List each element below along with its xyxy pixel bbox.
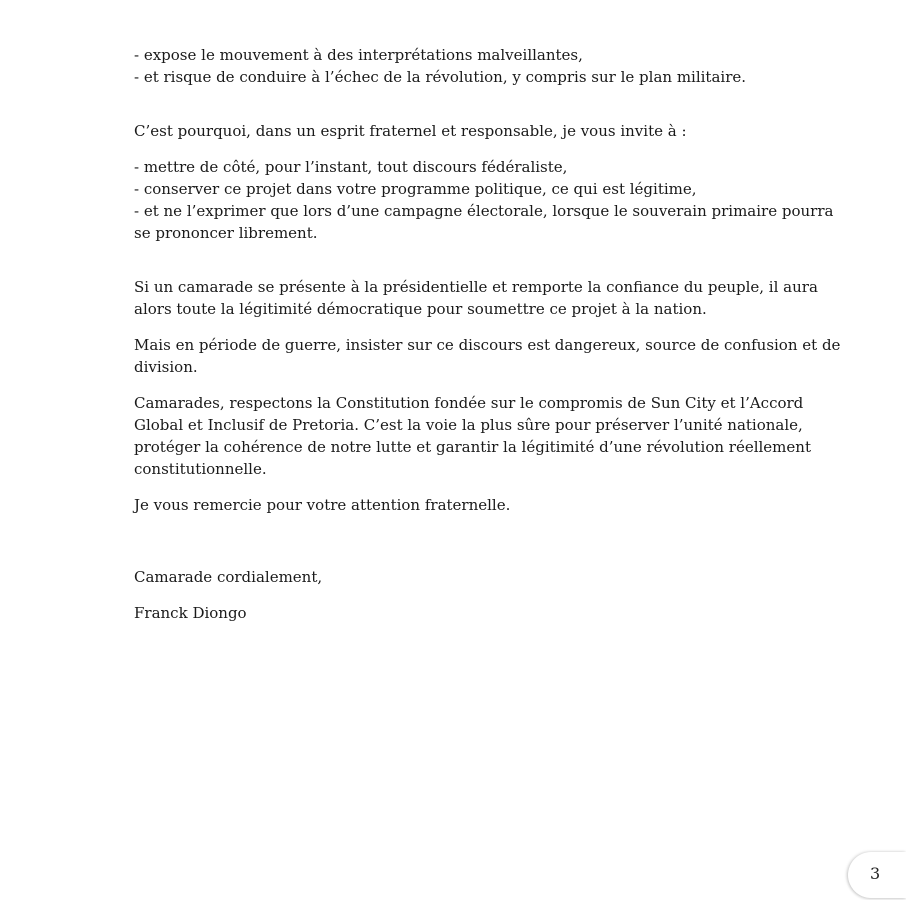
constitution-paragraph (134, 392, 811, 480)
signature-name: Franck Diongo (134, 604, 247, 622)
list-item: - expose le mouvement à des interprétations malveillantes, (134, 46, 583, 64)
list-item: - et risque de conduire à l’échec de la révolution, y compris sur le plan militaire. (134, 68, 747, 86)
invite-paragraph (134, 120, 794, 142)
paragraph-line: Si un camarade se présente à la présidentielle et remporte la confiance du peuple, il aura (134, 278, 818, 296)
signature-line (134, 602, 794, 624)
paragraph-text: C’est pourquoi, dans un esprit fraternel et responsable, je vous invite à : (134, 122, 687, 140)
candidate-paragraph (134, 276, 818, 320)
intro-bullet-list (134, 44, 794, 88)
list-item: - mettre de côté, pour l’instant, tout discours fédéraliste, (134, 158, 568, 176)
page-number-tab (848, 852, 906, 898)
paragraph-line: division. (134, 358, 198, 376)
list-item-continuation: se prononcer librement. (134, 224, 318, 242)
list-item: - conserver ce projet dans votre programme politique, ce qui est légitime, (134, 180, 697, 198)
invite-bullet-list (134, 156, 834, 244)
paragraph-text: Je vous remercie pour votre attention fraternelle. (134, 496, 511, 514)
paragraph-line: Global et Inclusif de Pretoria. C’est la voie la plus sûre pour préserver l’unité nationale, (134, 416, 803, 434)
paragraph-line: protéger la cohérence de notre lutte et garantir la légitimité d’une révolution réellement (134, 438, 811, 456)
thanks-paragraph (134, 494, 794, 516)
closing-text: Camarade cordialement, (134, 568, 323, 586)
paragraph-line: Mais en période de guerre, insister sur ce discours est dangereux, source de confusion et de (134, 336, 841, 354)
document-body (134, 44, 841, 624)
paragraph-line: constitutionnelle. (134, 460, 267, 478)
closing-line (134, 566, 794, 588)
war-paragraph (134, 334, 841, 378)
page-number: 3 (870, 864, 881, 883)
list-item: - et ne l’exprimer que lors d’une campagne électorale, lorsque le souverain primaire pourra (134, 202, 834, 220)
paragraph-line: Camarades, respectons la Constitution fondée sur le compromis de Sun City et l’Accord (134, 394, 804, 412)
paragraph-line: alors toute la légitimité démocratique pour soumettre ce projet à la nation. (134, 300, 707, 318)
